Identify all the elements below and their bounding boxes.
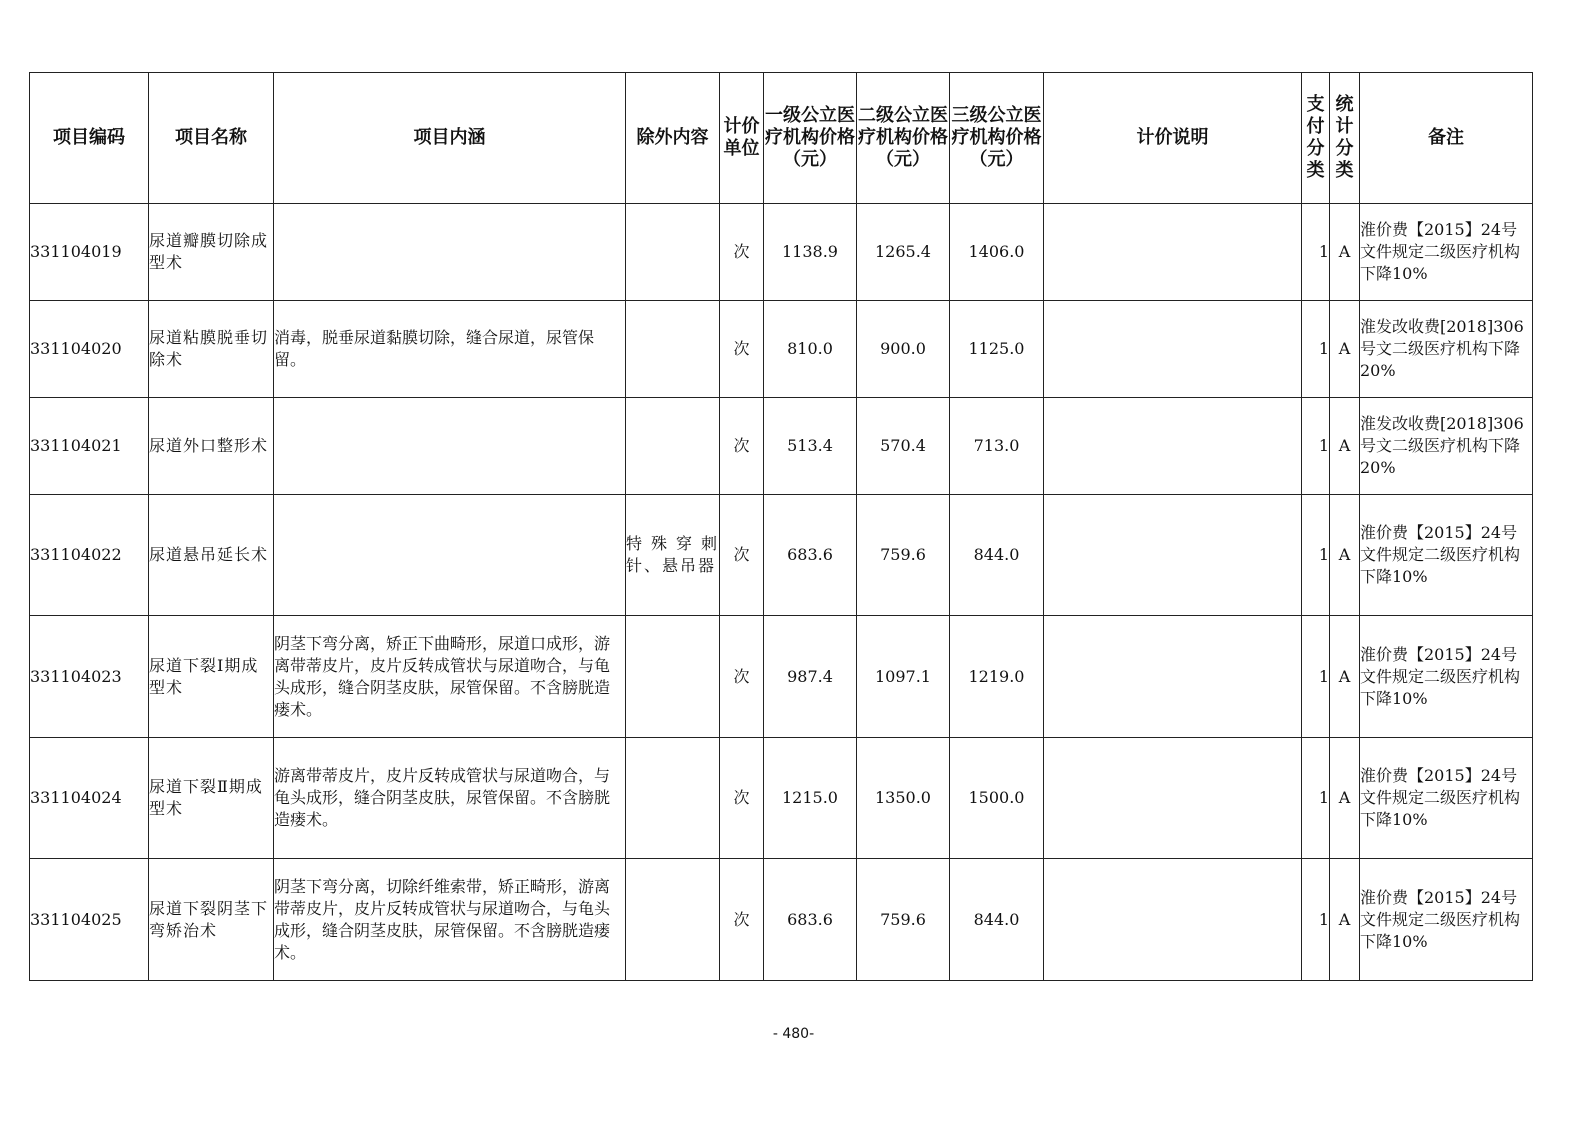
item-remarks: 淮发改收费[2018]306号文二级医疗机构下降20% (1360, 301, 1533, 398)
item-price-level1: 1215.0 (764, 738, 857, 859)
item-content: 阴茎下弯分离，矫正下曲畸形，尿道口成形，游离带蒂皮片，皮片反转成管状与尿道吻合，与龟头成形，缝合阴茎皮肤，尿管保留。不含膀胱造瘘术。 (274, 616, 626, 738)
item-exclusion (626, 738, 720, 859)
item-payment-class: 1 (1302, 398, 1330, 495)
item-payment-class: 1 (1302, 204, 1330, 301)
item-code: 331104019 (30, 204, 149, 301)
header-content: 项目内涵 (274, 73, 626, 204)
item-content: 游离带蒂皮片，皮片反转成管状与尿道吻合，与龟头成形，缝合阴茎皮肤，尿管保留。不含膀胱造瘘术。 (274, 738, 626, 859)
table-row (30, 204, 1533, 301)
item-pricing-note (1044, 859, 1302, 981)
item-code: 331104020 (30, 301, 149, 398)
item-pricing-note (1044, 495, 1302, 616)
header-price-level3: 三级公立医疗机构价格（元） (950, 73, 1044, 204)
item-remarks: 淮价费【2015】24号文件规定二级医疗机构下降10% (1360, 616, 1533, 738)
header-pricing-note: 计价说明 (1044, 73, 1302, 204)
item-name: 尿道粘膜脱垂切除术 (149, 301, 274, 398)
item-price-level2: 1265.4 (857, 204, 950, 301)
item-price-level1: 683.6 (764, 859, 857, 981)
item-remarks: 淮发改收费[2018]306号文二级医疗机构下降20% (1360, 398, 1533, 495)
item-content: 阴茎下弯分离，切除纤维索带，矫正畸形，游离带蒂皮片，皮片反转成管状与尿道吻合，与龟头成形，缝合阴茎皮肤，尿管保留。不含膀胱造瘘术。 (274, 859, 626, 981)
item-price-level3: 1219.0 (950, 616, 1044, 738)
item-price-level3: 1500.0 (950, 738, 1044, 859)
header-exclusion: 除外内容 (626, 73, 720, 204)
item-remarks: 淮价费【2015】24号文件规定二级医疗机构下降10% (1360, 738, 1533, 859)
item-name: 尿道外口整形术 (149, 398, 274, 495)
item-code: 331104022 (30, 495, 149, 616)
item-exclusion (626, 398, 720, 495)
item-price-level2: 1097.1 (857, 616, 950, 738)
item-content (274, 204, 626, 301)
item-payment-class: 1 (1302, 495, 1330, 616)
item-code: 331104023 (30, 616, 149, 738)
page-number: - 480- (772, 1026, 815, 1042)
header-price-level1: 一级公立医疗机构价格（元） (764, 73, 857, 204)
item-price-level2: 1350.0 (857, 738, 950, 859)
header-code: 项目编码 (30, 73, 149, 204)
table-row (30, 616, 1533, 738)
item-price-level1: 1138.9 (764, 204, 857, 301)
item-content (274, 495, 626, 616)
item-name: 尿道下裂阴茎下弯矫治术 (149, 859, 274, 981)
item-unit: 次 (720, 204, 764, 301)
item-price-level1: 810.0 (764, 301, 857, 398)
item-price-level1: 683.6 (764, 495, 857, 616)
item-price-level2: 759.6 (857, 495, 950, 616)
item-name: 尿道瓣膜切除成型术 (149, 204, 274, 301)
item-exclusion: 特殊穿刺针、悬吊器 (626, 495, 720, 616)
item-unit: 次 (720, 616, 764, 738)
item-stat-class: A (1330, 204, 1360, 301)
item-code: 331104025 (30, 859, 149, 981)
item-unit: 次 (720, 398, 764, 495)
item-stat-class: A (1330, 398, 1360, 495)
item-unit: 次 (720, 495, 764, 616)
item-code: 331104024 (30, 738, 149, 859)
item-stat-class: A (1330, 738, 1360, 859)
table-row (30, 859, 1533, 981)
item-pricing-note (1044, 301, 1302, 398)
header-payment-class: 支付分类 (1302, 73, 1330, 204)
item-price-level3: 1125.0 (950, 301, 1044, 398)
item-name: 尿道悬吊延长术 (149, 495, 274, 616)
item-unit: 次 (720, 859, 764, 981)
item-code: 331104021 (30, 398, 149, 495)
item-name: 尿道下裂Ⅰ期成型术 (149, 616, 274, 738)
item-name: 尿道下裂Ⅱ期成型术 (149, 738, 274, 859)
table-row (30, 495, 1533, 616)
header-stat-class: 统计分类 (1330, 73, 1360, 204)
item-stat-class: A (1330, 616, 1360, 738)
header-name: 项目名称 (149, 73, 274, 204)
item-price-level1: 513.4 (764, 398, 857, 495)
item-price-level3: 844.0 (950, 495, 1044, 616)
header-unit: 计价单位 (720, 73, 764, 204)
table-row (30, 398, 1533, 495)
header-price-level2: 二级公立医疗机构价格（元） (857, 73, 950, 204)
item-remarks: 淮价费【2015】24号文件规定二级医疗机构下降10% (1360, 859, 1533, 981)
item-pricing-note (1044, 616, 1302, 738)
header-remarks: 备注 (1360, 73, 1533, 204)
item-unit: 次 (720, 301, 764, 398)
header-row (30, 73, 1533, 204)
item-price-level2: 570.4 (857, 398, 950, 495)
item-price-level3: 1406.0 (950, 204, 1044, 301)
item-exclusion (626, 859, 720, 981)
item-remarks: 淮价费【2015】24号文件规定二级医疗机构下降10% (1360, 495, 1533, 616)
item-payment-class: 1 (1302, 738, 1330, 859)
item-unit: 次 (720, 738, 764, 859)
item-payment-class: 1 (1302, 616, 1330, 738)
item-content: 消毒，脱垂尿道黏膜切除，缝合尿道，尿管保留。 (274, 301, 626, 398)
item-price-level2: 900.0 (857, 301, 950, 398)
item-pricing-note (1044, 398, 1302, 495)
item-payment-class: 1 (1302, 859, 1330, 981)
item-price-level1: 987.4 (764, 616, 857, 738)
item-remarks: 淮价费【2015】24号文件规定二级医疗机构下降10% (1360, 204, 1533, 301)
item-pricing-note (1044, 738, 1302, 859)
item-price-level3: 713.0 (950, 398, 1044, 495)
table-row (30, 738, 1533, 859)
item-exclusion (626, 616, 720, 738)
item-price-level2: 759.6 (857, 859, 950, 981)
table-row (30, 301, 1533, 398)
item-exclusion (626, 301, 720, 398)
item-pricing-note (1044, 204, 1302, 301)
item-content (274, 398, 626, 495)
item-stat-class: A (1330, 301, 1360, 398)
item-payment-class: 1 (1302, 301, 1330, 398)
item-price-level3: 844.0 (950, 859, 1044, 981)
item-stat-class: A (1330, 495, 1360, 616)
price-table (29, 72, 1533, 981)
item-exclusion (626, 204, 720, 301)
item-stat-class: A (1330, 859, 1360, 981)
